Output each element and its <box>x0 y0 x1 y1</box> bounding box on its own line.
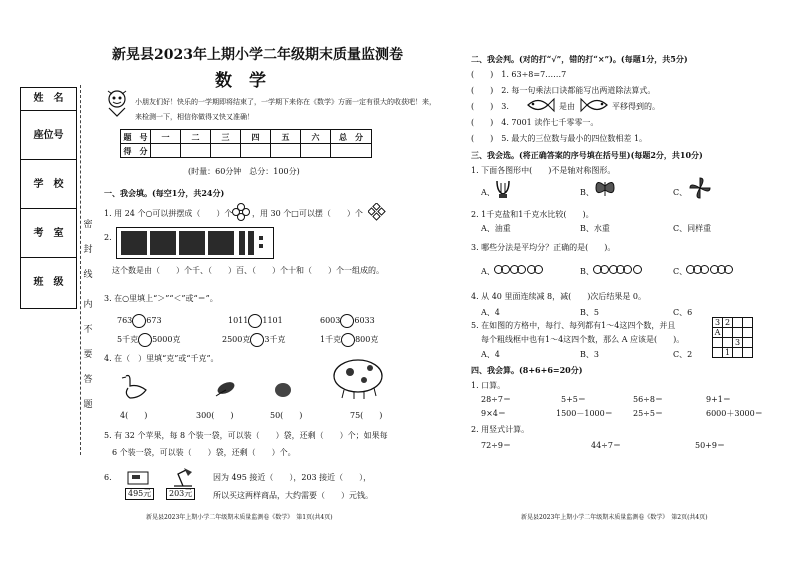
oral-1[interactable]: 28÷7＝ <box>481 395 511 404</box>
choice-5-b: 每个粗线框中也有1～4这四个数，那么 A 应该是( )。 <box>481 335 685 344</box>
q3-r1-a: 763 673 <box>117 314 162 328</box>
score-header: 二 <box>181 130 211 144</box>
section-3-title: 三、我会选。(将正确答案的序号填在括号里)(每题2分，共10分) <box>471 150 703 160</box>
room-label: 考 室 <box>21 210 76 258</box>
q2-number: 2. <box>104 233 112 242</box>
section-1-title: 一、我会填。(每空1分，共24分) <box>104 188 225 198</box>
q3-text: 3. 在○里填上“＞”“＜”或“＝”。 <box>104 294 218 303</box>
q2-text: 这个数是由（ ）个千、（ ）百、（ ）个十和（ ）个一组成的。 <box>112 266 384 275</box>
square-pattern-icon <box>368 203 386 221</box>
choice-2-opt-b[interactable]: B、水重 <box>580 224 610 233</box>
seal-char: 要 <box>83 350 93 360</box>
grid-cell: 1 <box>723 348 733 358</box>
score-header: 题 号 <box>121 130 151 144</box>
seal-char: 线 <box>83 270 93 280</box>
footer-left: 新晃县2023年上期小学二年级期末质量监测卷《数学》 第1页(共4页) <box>146 514 333 521</box>
grid-cell <box>743 318 753 328</box>
choice-2-opt-a[interactable]: A、油重 <box>481 224 511 233</box>
oral-7[interactable]: 25÷5＝ <box>633 409 663 418</box>
grid-cell <box>713 348 723 358</box>
exam-title: 新晃县2023年上期小学二年级期末质量监测卷 <box>112 47 403 63</box>
time-score: (时量：60分钟 总分：100分) <box>188 167 300 176</box>
seat-label: 座位号 <box>21 112 76 160</box>
student-info-box <box>20 87 77 309</box>
choice-3-opt-c[interactable]: C、 <box>673 265 732 277</box>
pig-icon <box>330 352 388 402</box>
q3-r2-b: 2500克 3千克 <box>222 333 285 347</box>
score-cell[interactable] <box>181 144 211 158</box>
choice-5-a: 5. 在如图的方格中，每行、每列都有1～4这四个数，并且 <box>471 321 676 330</box>
score-table <box>120 129 372 158</box>
oral-6[interactable]: 1500－1000＝ <box>556 409 613 418</box>
judge-5[interactable]: ( ) 5. 最大的三位数与最小的四位数相差 1。 <box>471 134 648 143</box>
q3-r2-c: 1千克 800克 <box>320 333 378 347</box>
q6-text-a: 因为 495 接近（ ），203 接近（ ）， <box>213 473 372 482</box>
choice-4: 4. 从 40 里面连续减 8，减( )次后结果是 0。 <box>471 292 646 301</box>
choice-5-opt-b[interactable]: B、3 <box>580 350 599 359</box>
vertical-2[interactable]: 44÷7＝ <box>591 441 621 450</box>
judge-1[interactable]: ( ) 1. 63÷8=7……7 <box>471 70 567 79</box>
oral-3[interactable]: 56÷8＝ <box>633 395 663 404</box>
mascot-icon <box>104 88 132 118</box>
grid-cell <box>723 328 733 338</box>
oral-8[interactable]: 6000＋3000＝ <box>706 409 763 418</box>
score-header: 四 <box>241 130 271 144</box>
seal-char: 不 <box>83 325 93 335</box>
school-label: 学 校 <box>21 161 76 209</box>
q3-r1-b: 1011 1101 <box>228 314 283 328</box>
greeting-line2: 来检测一下，相信你做得又快又准确！ <box>135 113 254 121</box>
score-header: 总 分 <box>331 130 372 144</box>
score-header: 一 <box>151 130 181 144</box>
choice-3-opt-a[interactable]: A、 <box>481 265 542 277</box>
seal-char: 封 <box>83 245 93 255</box>
q5-text-a: 5. 有 32 个苹果，每 8 个装一袋，可以装（ ）袋，还剩（ ）个；如果每 <box>104 431 388 440</box>
grid-cell: 3 <box>713 318 723 328</box>
choice-2: 2. 1千克盐和1千克水比较( )。 <box>471 210 594 219</box>
section-2-title: 二、我会判。(对的打“√”，错的打“×”)。(每题1分，共5分) <box>471 54 688 64</box>
base-ten-blocks <box>116 227 274 259</box>
grid-cell <box>723 338 733 348</box>
seal-char: 题 <box>83 400 93 410</box>
corn-icon <box>212 378 238 400</box>
choice-3: 3. 哪些分法是平均分？正确的是( )。 <box>471 243 616 252</box>
lyre-icon <box>494 178 512 200</box>
class-label: 班 级 <box>33 277 64 288</box>
score-cell[interactable] <box>301 144 331 158</box>
choice-4-opt-a[interactable]: A、4 <box>481 308 500 317</box>
name-label: 姓 名 <box>21 88 76 111</box>
fish-icon <box>525 96 555 114</box>
grid-cell <box>743 348 753 358</box>
fish-icon <box>580 96 610 114</box>
grid-cell <box>733 348 743 358</box>
q1-text-b: ，用 30 个□可以摆（ ）个 <box>252 209 363 218</box>
subject-title: 数 学 <box>215 71 266 91</box>
q4-ans-2[interactable]: 300( ) <box>196 411 234 420</box>
score-header: 五 <box>271 130 301 144</box>
vertical-3[interactable]: 50+9＝ <box>695 441 725 450</box>
q6-number: 6. <box>104 473 112 482</box>
score-cell[interactable] <box>271 144 301 158</box>
q6-text-b: 所以买这两样商品，大约需要（ ）元钱。 <box>213 491 373 500</box>
seal-char: 内 <box>83 300 93 310</box>
cash-register-icon <box>125 468 153 486</box>
pinwheel-icon <box>688 176 712 200</box>
judge-3a[interactable]: ( ) 3. <box>471 102 509 111</box>
choice-2-opt-c[interactable]: C、同样重 <box>673 224 712 233</box>
grid-cell <box>743 328 753 338</box>
footer-right: 新晃县2023年上期小学二年级期末质量监测卷《数学》 第2页(共4页) <box>521 514 708 521</box>
score-cell[interactable] <box>211 144 241 158</box>
price-tag-2: 203元 <box>166 488 195 500</box>
judge-2[interactable]: ( ) 2. 每一句乘法口诀都能写出两道除法算式。 <box>471 86 656 95</box>
choice-1-opt-a[interactable]: A、 <box>481 188 495 197</box>
goose-icon <box>120 372 150 402</box>
flower-icon <box>232 203 250 221</box>
choice-5-opt-c[interactable]: C、2 <box>673 350 693 359</box>
grid-cell <box>733 328 743 338</box>
butterfly-icon <box>594 178 616 198</box>
q4-ans-3[interactable]: 50( ) <box>270 411 303 420</box>
q4-ans-4[interactable]: 75( ) <box>350 411 383 420</box>
choice-1-opt-c[interactable]: C、 <box>673 188 688 197</box>
grid-cell: A <box>713 328 723 338</box>
vertical-title: 2. 用竖式计算。 <box>471 425 530 434</box>
choice-4-opt-b[interactable]: B、5 <box>580 308 599 317</box>
q4-text: 4. 在（ ）里填“克”或“千克”。 <box>104 354 219 363</box>
q3-r1-c: 6003 6033 <box>320 314 375 328</box>
q4-ans-1[interactable]: 4( ) <box>120 411 148 420</box>
choice-3-opt-b[interactable]: B、 <box>580 265 641 277</box>
seal-line <box>80 85 81 455</box>
price-tag-1: 495元 <box>125 488 154 500</box>
choice-4-opt-c[interactable]: C、6 <box>673 308 693 317</box>
choice-5-opt-a[interactable]: A、4 <box>481 350 500 359</box>
oral-2[interactable]: 5+5＝ <box>561 395 586 404</box>
grid-cell: 2 <box>723 318 733 328</box>
ball-icon <box>273 381 293 399</box>
vertical-1[interactable]: 72÷9＝ <box>481 441 511 450</box>
score-cell[interactable] <box>151 144 181 158</box>
q5-text-b: 6 个装一袋，可以装（ ）袋，还剩（ ）个。 <box>112 448 296 457</box>
q3-r2-a: 5千克 5000克 <box>117 333 180 347</box>
oral-4[interactable]: 9+1＝ <box>706 395 731 404</box>
oral-5[interactable]: 9×4＝ <box>481 409 506 418</box>
seal-char: 答 <box>83 375 93 385</box>
judge-3b: 是由 <box>559 102 575 111</box>
q1-text-a: 1. 用 24 个○可以拼摆成（ ）个 <box>104 209 233 218</box>
greeting-line1: 小朋友们好！快乐的一学期即将结束了，一学期下来你在《数学》方面一定有很大的收获吧！来， <box>135 98 436 106</box>
grid-cell <box>743 338 753 348</box>
seal-char: 密 <box>83 220 93 230</box>
desk-lamp-icon <box>168 466 198 488</box>
grid-cell <box>733 318 743 328</box>
score-header: 三 <box>211 130 241 144</box>
choice-1: 1. 下面各图形中( )不是轴对称图形。 <box>471 166 616 175</box>
grid-cell: 3 <box>733 338 743 348</box>
score-row-label: 得 分 <box>121 144 151 158</box>
oral-title: 1. 口算。 <box>471 381 506 390</box>
grid-cell <box>713 338 723 348</box>
score-cell[interactable] <box>331 144 372 158</box>
choice-1-opt-b[interactable]: B、 <box>580 188 594 197</box>
score-header: 六 <box>301 130 331 144</box>
judge-3c: 平移得到的。 <box>612 102 660 111</box>
score-cell[interactable] <box>241 144 271 158</box>
section-4-title: 四、我会算。(8+6+6=20分) <box>471 365 583 375</box>
judge-4[interactable]: ( ) 4. 7001 读作七千零零一。 <box>471 118 599 127</box>
number-grid <box>712 317 753 358</box>
